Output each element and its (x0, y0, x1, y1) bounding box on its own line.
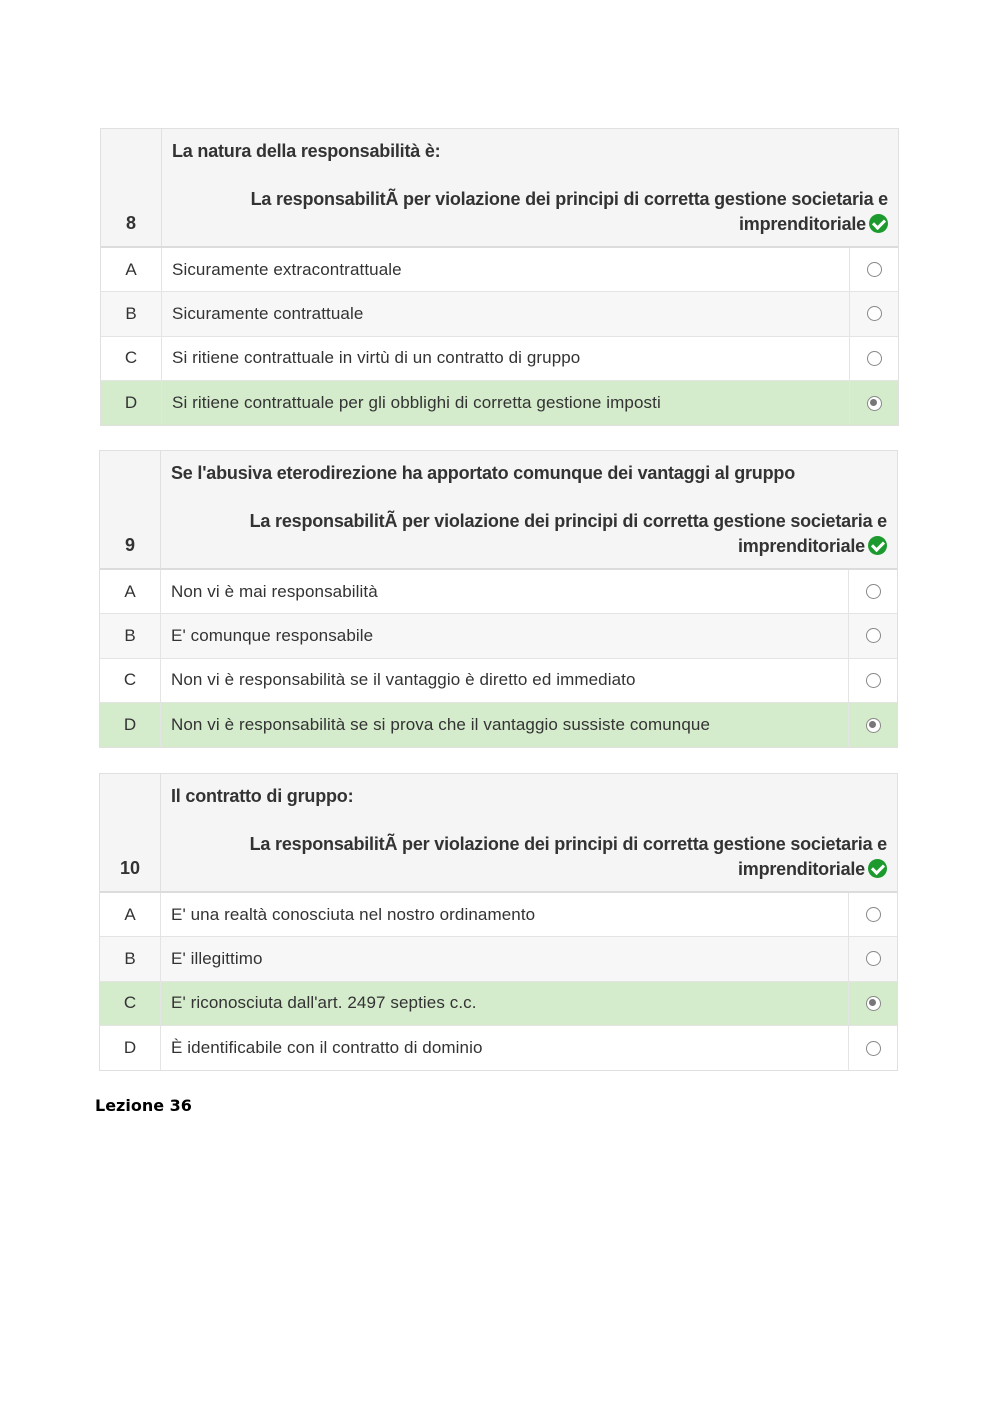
check-circle-icon (869, 214, 888, 233)
radio-icon[interactable] (867, 306, 882, 321)
option-row[interactable] (100, 614, 897, 658)
correct-answer-text: La responsabilitÃ per violazione dei principi di corretta gestione societaria e imprenditoriale (249, 834, 887, 879)
question-card (99, 773, 898, 1071)
option-radio-cell[interactable] (849, 292, 898, 335)
option-radio-cell[interactable] (848, 614, 897, 657)
option-row[interactable] (100, 937, 897, 981)
option-letter: B (100, 614, 161, 657)
option-text: Sicuramente contrattuale (172, 303, 364, 323)
correct-answer-text: La responsabilitÃ per violazione dei principi di corretta gestione societaria e imprenditoriale (250, 189, 888, 234)
option-letter: D (101, 381, 162, 425)
question-body (161, 451, 897, 568)
option-text: E' una realtà conosciuta nel nostro ordinamento (171, 904, 536, 924)
correct-answer (228, 187, 888, 237)
option-row[interactable] (100, 659, 897, 703)
option-letter: A (100, 893, 161, 936)
option-row[interactable] (101, 337, 898, 381)
option-letter: C (100, 659, 161, 702)
question-body (161, 774, 897, 891)
option-radio-cell[interactable] (849, 381, 898, 425)
option-radio-cell[interactable] (848, 1026, 897, 1070)
option-letter: D (100, 703, 161, 747)
option-radio-cell[interactable] (848, 937, 897, 980)
option-row[interactable] (100, 570, 897, 614)
option-radio-cell[interactable] (848, 659, 897, 702)
option-radio-cell[interactable] (849, 337, 898, 380)
option-letter: C (101, 337, 162, 380)
option-letter: A (101, 248, 162, 291)
question-header (101, 129, 898, 248)
option-text: E' illegittimo (171, 948, 263, 968)
radio-icon[interactable] (866, 584, 881, 599)
option-row[interactable] (101, 248, 898, 292)
radio-icon[interactable] (867, 351, 882, 366)
option-radio-cell[interactable] (848, 893, 897, 936)
question-header (100, 451, 897, 570)
option-row[interactable] (100, 1026, 897, 1070)
option-radio-cell[interactable] (848, 570, 897, 613)
question-number: 10 (100, 774, 161, 891)
question-body (162, 129, 898, 246)
option-letter: B (101, 292, 162, 335)
option-letter: A (100, 570, 161, 613)
question-number: 9 (100, 451, 161, 568)
radio-icon[interactable] (866, 951, 881, 966)
question-text: Il contratto di gruppo: (171, 786, 354, 806)
option-radio-cell[interactable] (849, 248, 898, 291)
lesson-heading: Lezione 36 (95, 1096, 192, 1115)
option-radio-cell[interactable] (848, 703, 897, 747)
option-letter: D (100, 1026, 161, 1070)
option-text: Non vi è mai responsabilità (171, 581, 378, 601)
radio-icon[interactable] (866, 673, 881, 688)
option-text: Si ritiene contrattuale per gli obblighi di corretta gestione imposti (172, 393, 661, 413)
question-header (100, 774, 897, 893)
option-row[interactable] (101, 292, 898, 336)
correct-answer-text: La responsabilitÃ per violazione dei principi di corretta gestione societaria e imprenditoriale (249, 511, 887, 556)
radio-icon[interactable] (866, 628, 881, 643)
check-circle-icon (868, 859, 887, 878)
radio-icon[interactable] (866, 907, 881, 922)
option-row-selected[interactable] (100, 703, 897, 747)
question-text: Se l'abusiva eterodirezione ha apportato comunque dei vantaggi al gruppo (171, 463, 795, 483)
option-radio-cell[interactable] (848, 982, 897, 1025)
correct-answer (227, 509, 887, 559)
option-text: Non vi è responsabilità se si prova che il vantaggio sussiste comunque (171, 715, 711, 735)
question-card (100, 128, 899, 426)
option-row-selected[interactable] (100, 982, 897, 1026)
option-text: E' riconosciuta dall'art. 2497 septies c.c. (171, 993, 477, 1013)
correct-answer (227, 832, 887, 882)
check-circle-icon (868, 536, 887, 555)
question-card (99, 450, 898, 748)
radio-selected-icon[interactable] (866, 996, 881, 1011)
radio-selected-icon[interactable] (866, 718, 881, 733)
option-row[interactable] (100, 893, 897, 937)
option-text: Non vi è responsabilità se il vantaggio è diretto ed immediato (171, 670, 636, 690)
radio-selected-icon[interactable] (867, 396, 882, 411)
option-letter: B (100, 937, 161, 980)
radio-icon[interactable] (866, 1041, 881, 1056)
option-text: Sicuramente extracontrattuale (172, 259, 402, 279)
option-text: È identificabile con il contratto di dominio (171, 1038, 483, 1058)
option-text: E' comunque responsabile (171, 625, 374, 645)
question-text: La natura della responsabilità è: (172, 141, 441, 161)
option-text: Si ritiene contrattuale in virtù di un contratto di gruppo (172, 348, 581, 368)
option-letter: C (100, 982, 161, 1025)
radio-icon[interactable] (867, 262, 882, 277)
question-number: 8 (101, 129, 162, 246)
option-row-selected[interactable] (101, 381, 898, 425)
